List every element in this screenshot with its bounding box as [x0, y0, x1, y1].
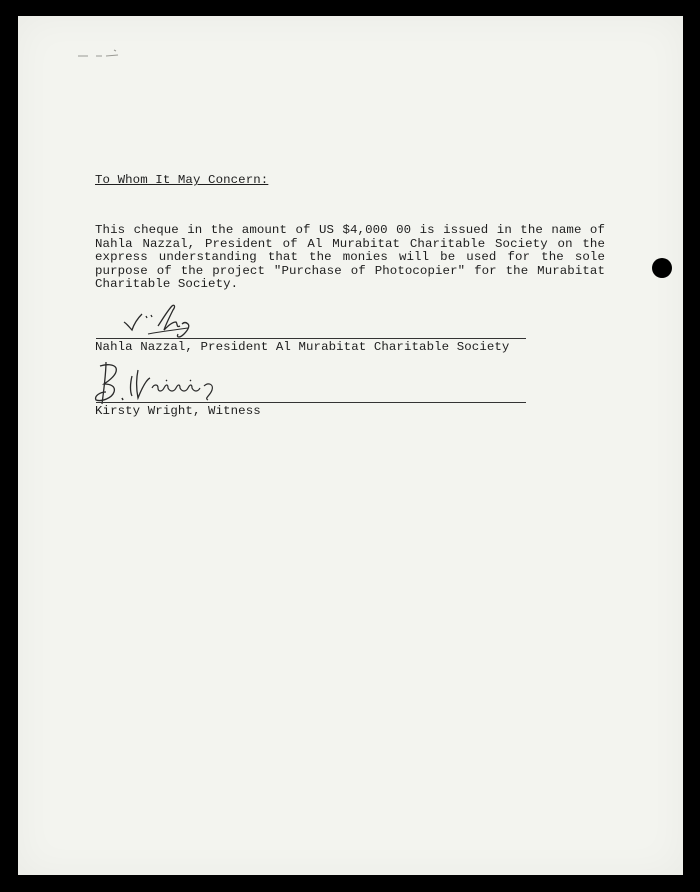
punch-hole: [652, 258, 672, 278]
salutation: To Whom It May Concern:: [95, 173, 269, 187]
signatory-label: Kirsty Wright, Witness: [95, 404, 261, 418]
document-page: [18, 16, 683, 875]
body-line: This cheque in the amount of US $4,000 00 is issued in the name of: [95, 223, 605, 237]
body-line: Charitable Society.: [95, 277, 239, 291]
body-line: Nahla Nazzal, President of Al Murabitat Charitable Society on the: [95, 236, 605, 251]
signature-line: [96, 402, 526, 403]
signature-nahla-nazzal: [118, 300, 198, 342]
corner-pencil-mark: [76, 48, 120, 62]
letter-body: [95, 224, 605, 292]
signatory-label: Nahla Nazzal, President Al Murabitat Charitable Society: [95, 340, 510, 354]
body-line: purpose of the project "Purchase of Photocopier" for the Murabitat: [95, 263, 605, 278]
body-line: express understanding that the monies will be used for the sole: [95, 250, 605, 264]
signature-line: [96, 338, 526, 339]
